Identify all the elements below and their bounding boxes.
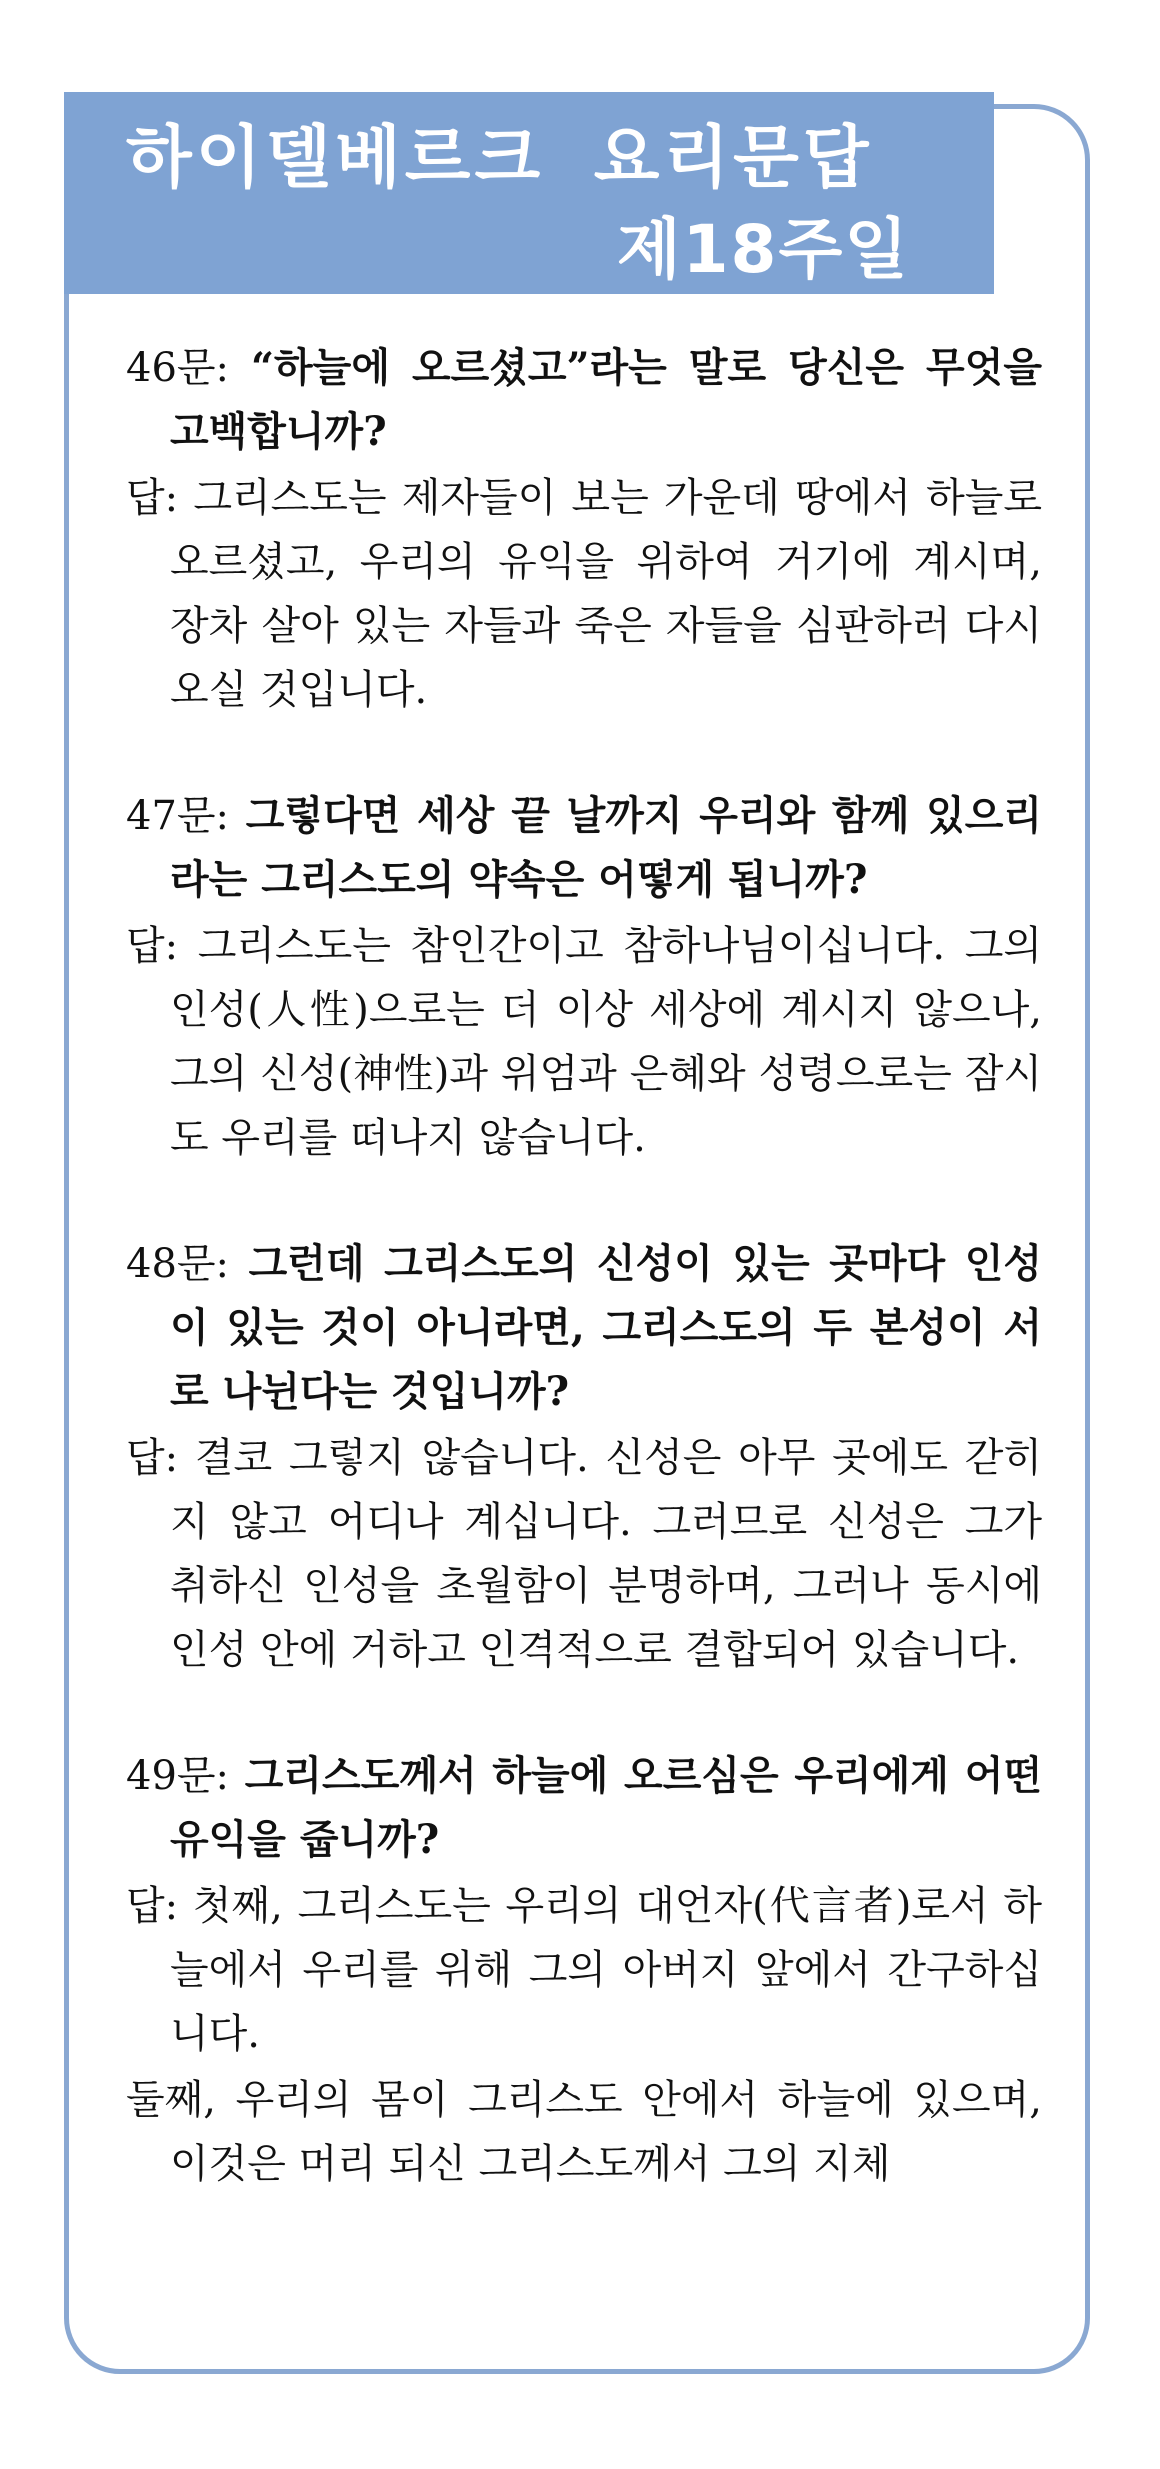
question-number: 47문: [126, 793, 230, 839]
question-text: 그런데 그리스도의 신성이 있는 곳마다 인성이 있는 것이 아니라면, 그리스도의 두 본성이 서로 나뉜다는 것입니까? [170, 1240, 1042, 1415]
answer-label: 답: [126, 475, 179, 521]
answer-49 [126, 1874, 1042, 2066]
qa-46 [126, 336, 1042, 722]
question-46 [126, 336, 1042, 464]
answer-label: 답: [126, 1883, 179, 1929]
question-text: 그리스도께서 하늘에 오르심은 우리에게 어떤 유익을 줍니까? [170, 1752, 1042, 1863]
question-48 [126, 1232, 1042, 1424]
qa-49 [126, 1744, 1042, 2196]
question-47 [126, 784, 1042, 912]
answer-46 [126, 466, 1042, 722]
answer-label: 답: [126, 923, 179, 969]
answer-label: 답: [126, 1435, 179, 1481]
page-title: 하이델베르크 요리문답 [126, 119, 873, 198]
question-text: “하늘에 오르셨고”라는 말로 당신은 무엇을 고백합니까? [170, 344, 1042, 455]
answer-47 [126, 914, 1042, 1170]
title-banner [64, 92, 994, 294]
lords-day-subtitle: 제18주일 [616, 211, 910, 288]
answer-text: 결코 그렇지 않습니다. 신성은 아무 곳에도 갇히지 않고 어디나 계십니다. 그러므로 신성은 그가 취하신 인성을 초월함이 분명하며, 그러나 동시에 인성 안에 거하고 인격적으로 결합되어 있습니다. [170, 1435, 1042, 1673]
question-49 [126, 1744, 1042, 1872]
answer-48 [126, 1426, 1042, 1682]
question-number: 46문: [126, 345, 230, 391]
qa-47 [126, 784, 1042, 1170]
answer-text: 그리스도는 참인간이고 참하나님이십니다. 그의 인성(人性)으로는 더 이상 세상에 계시지 않으나, 그의 신성(神性)과 위엄과 은혜와 성령으로는 잠시도 우리를 떠나지 않습니다. [170, 923, 1042, 1161]
question-number: 48문: [126, 1241, 230, 1287]
answer-49-continued: 둘째, 우리의 몸이 그리스도 안에서 하늘에 있으며, 이것은 머리 되신 그리스도께서 그의 지체 [126, 2077, 1042, 2187]
question-number: 49문: [126, 1753, 230, 1799]
answer-text: 그리스도는 제자들이 보는 가운데 땅에서 하늘로 오르셨고, 우리의 유익을 위하여 거기에 계시며, 장차 살아 있는 자들과 죽은 자들을 심판하러 다시 오실 것입니다. [170, 475, 1043, 713]
question-text: 그렇다면 세상 끝 날까지 우리와 함께 있으리라는 그리스도의 약속은 어떻게 됩니까? [170, 792, 1042, 903]
answer-text: 첫째, 그리스도는 우리의 대언자(代言者)로서 하늘에서 우리를 위해 그의 아버지 앞에서 간구하십니다. [170, 1883, 1042, 2057]
qa-48 [126, 1232, 1042, 1682]
catechism-content [126, 336, 1042, 2198]
